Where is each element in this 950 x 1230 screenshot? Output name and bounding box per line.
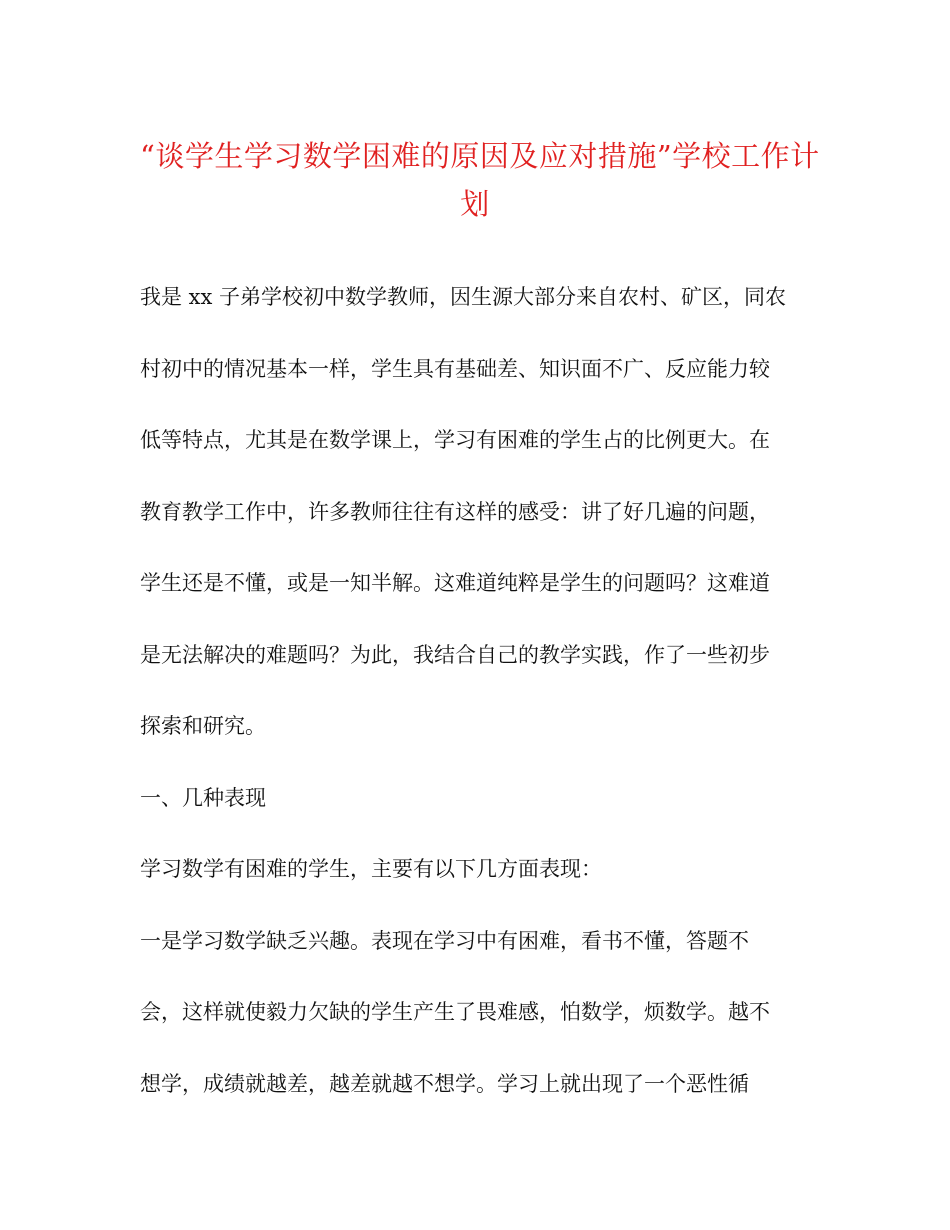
body-line: 一是学习数学缺乏兴趣。表现在学习中有困难，看书不懂，答题不 <box>140 928 749 953</box>
title-line-2: 划 <box>460 187 490 221</box>
document-body <box>140 262 820 1120</box>
section-heading: 一、几种表现 <box>140 785 266 810</box>
title-line-1: “谈学生学习数学困难的原因及应对措施”学校工作计 <box>140 139 820 173</box>
body-line: 想学，成绩就越差，越差就越不想学。学习上就出现了一个恶性循 <box>140 1071 749 1096</box>
body-line: 低等特点，尤其是在数学课上，学习有困难的学生占的比例更大。在 <box>140 428 770 452</box>
body-line: 教育教学工作中，许多教师往往有这样的感受：讲了好几遍的问题， <box>140 499 770 524</box>
body-line: 村初中的情况基本一样，学生具有基础差、知识面不广、反应能力较 <box>140 356 770 381</box>
body-line: 学习数学有困难的学生，主要有以下几方面表现： <box>140 857 602 881</box>
body-line: 探索和研究。 <box>140 714 266 738</box>
document-title <box>140 132 820 228</box>
body-line: 我是 xx 子弟学校初中数学教师，因生源大部分来自农村、矿区，同农 <box>140 285 787 309</box>
body-line: 学生还是不懂，或是一知半解。这难道纯粹是学生的问题吗？这难道 <box>140 571 770 595</box>
body-line: 会，这样就使毅力欠缺的学生产生了畏难感，怕数学，烦数学。越不 <box>140 1000 770 1024</box>
body-line: 是无法解决的难题吗？为此，我结合自己的教学实践，作了一些初步 <box>140 642 770 667</box>
